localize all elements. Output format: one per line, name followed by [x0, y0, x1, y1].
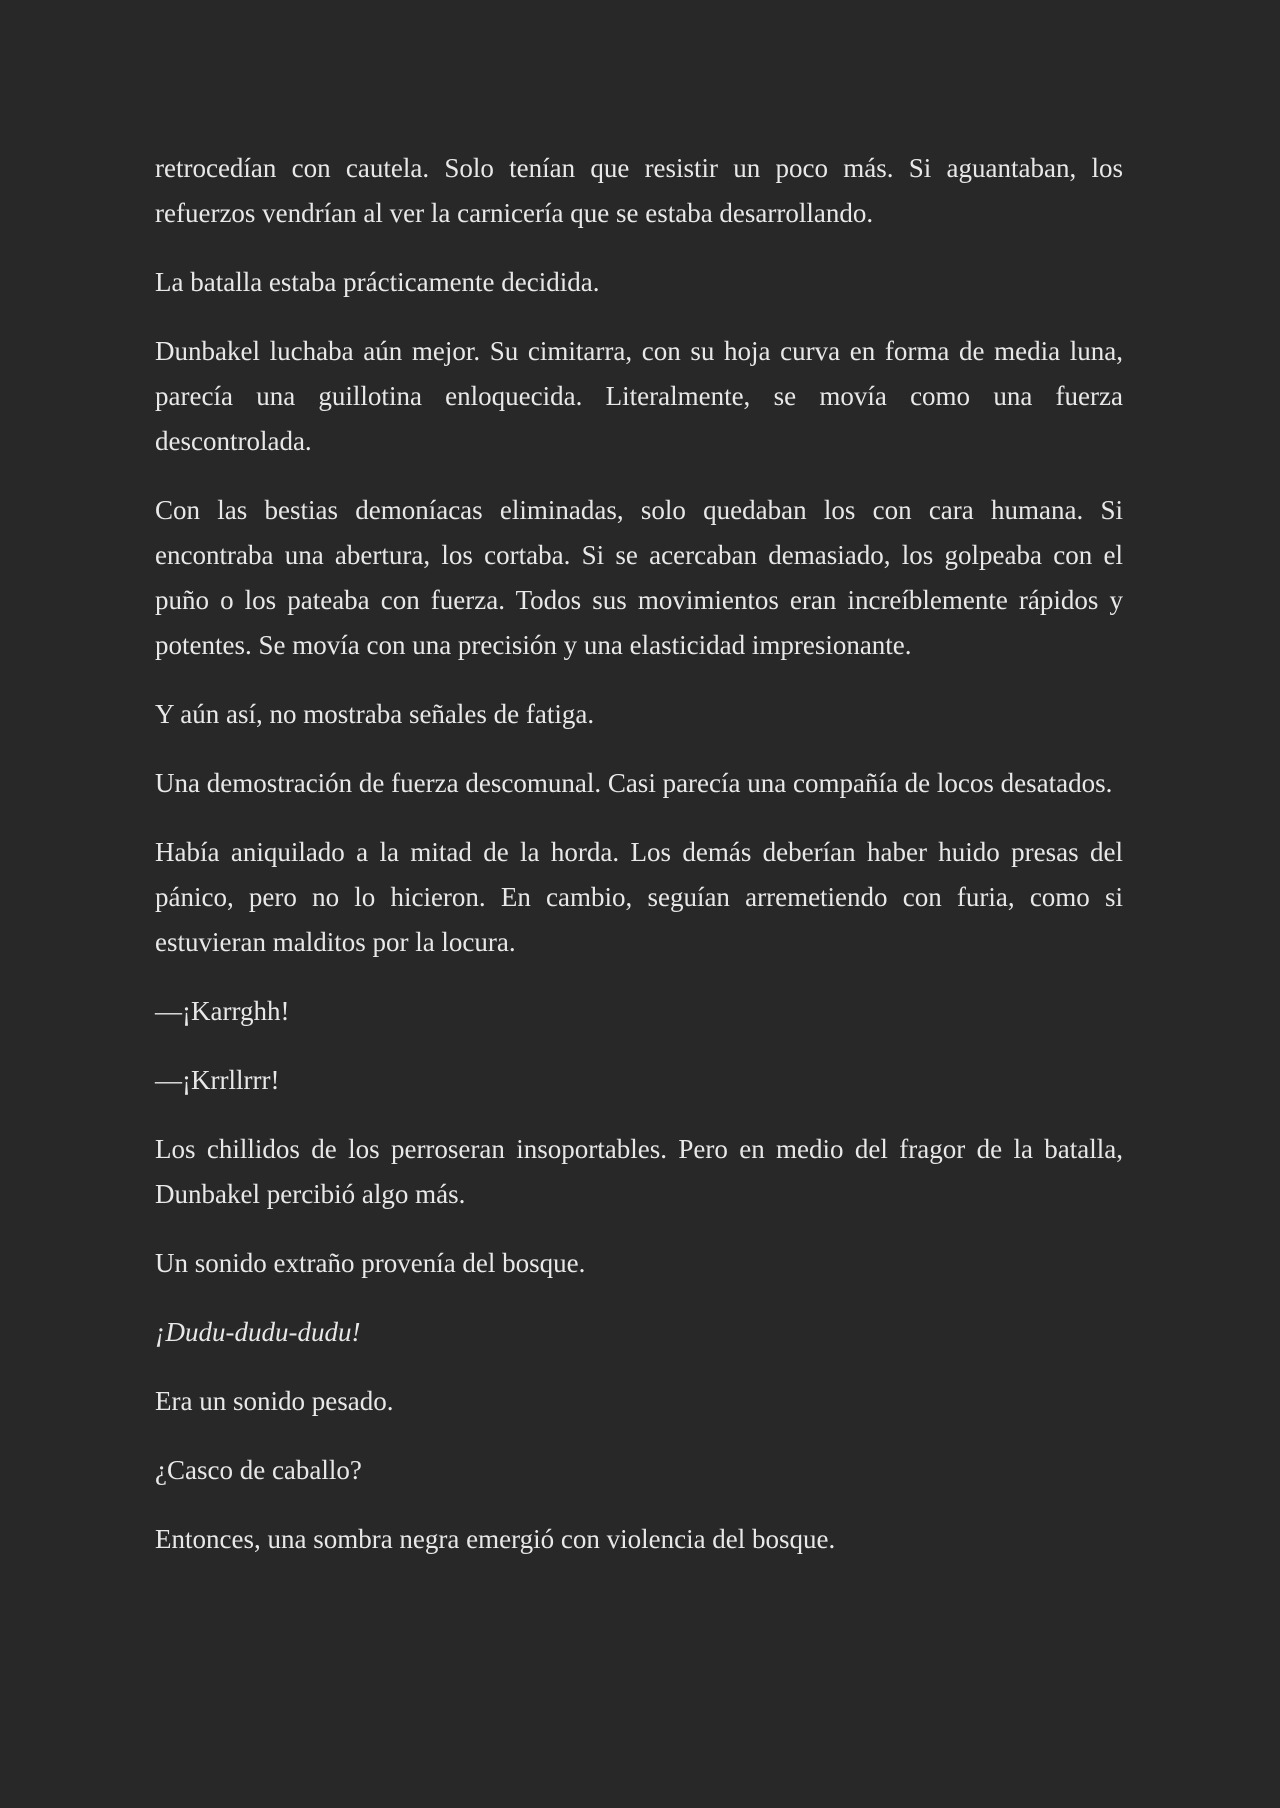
dialogue-line-2: —¡Krrllrrr! [155, 1065, 280, 1095]
paragraph-3: Dunbakel luchaba aún mejor. Su cimitarra, con su hoja curva en forma de media luna, parecía una guillotina enloquecida. Literalmente, se movía como una fuerza descontrolada. [155, 336, 1123, 456]
paragraph-15: Entonces, una sombra negra emergió con violencia del bosque. [155, 1524, 836, 1554]
paragraph-14: ¿Casco de caballo? [155, 1455, 362, 1485]
paragraph-7: Había aniquilado a la mitad de la horda. Los demás deberían haber huido presas del pánico, pero no lo hicieron. En cambio, seguían arremetiendo con furia, como si estuvieran malditos por la locura. [155, 837, 1123, 957]
paragraph-11: Un sonido extraño provenía del bosque. [155, 1248, 586, 1278]
paragraph-5: Y aún así, no mostraba señales de fatiga. [155, 699, 595, 729]
paragraph-13: Era un sonido pesado. [155, 1386, 394, 1416]
paragraph-2: La batalla estaba prácticamente decidida. [155, 267, 600, 297]
dialogue-line-1: —¡Karrghh! [155, 996, 290, 1026]
paragraph-1: retrocedían con cautela. Solo tenían que resistir un poco más. Si aguantaban, los refuerzos vendrían al ver la carnicería que se estaba desarrollando. [155, 153, 1123, 228]
paragraph-4: Con las bestias demoníacas eliminadas, solo quedaban los con cara humana. Si encontraba una abertura, los cortaba. Si se acercaban demasiado, los golpeaba con el puño o los pateaba con fuerza. Todos sus movimientos eran increíblemente rápidos y potentes. Se movía con una precisión y una elasticidad impresionante. [155, 495, 1123, 660]
paragraph-10: Los chillidos de los perroseran insoportables. Pero en medio del fragor de la batalla, Dunbakel percibió algo más. [155, 1134, 1123, 1209]
paragraph-6: Una demostración de fuerza descomunal. Casi parecía una compañía de locos desatados. [155, 768, 1113, 798]
sound-effect-line: ¡Dudu-dudu-dudu! [155, 1317, 361, 1347]
reader-page [155, 146, 1123, 1586]
